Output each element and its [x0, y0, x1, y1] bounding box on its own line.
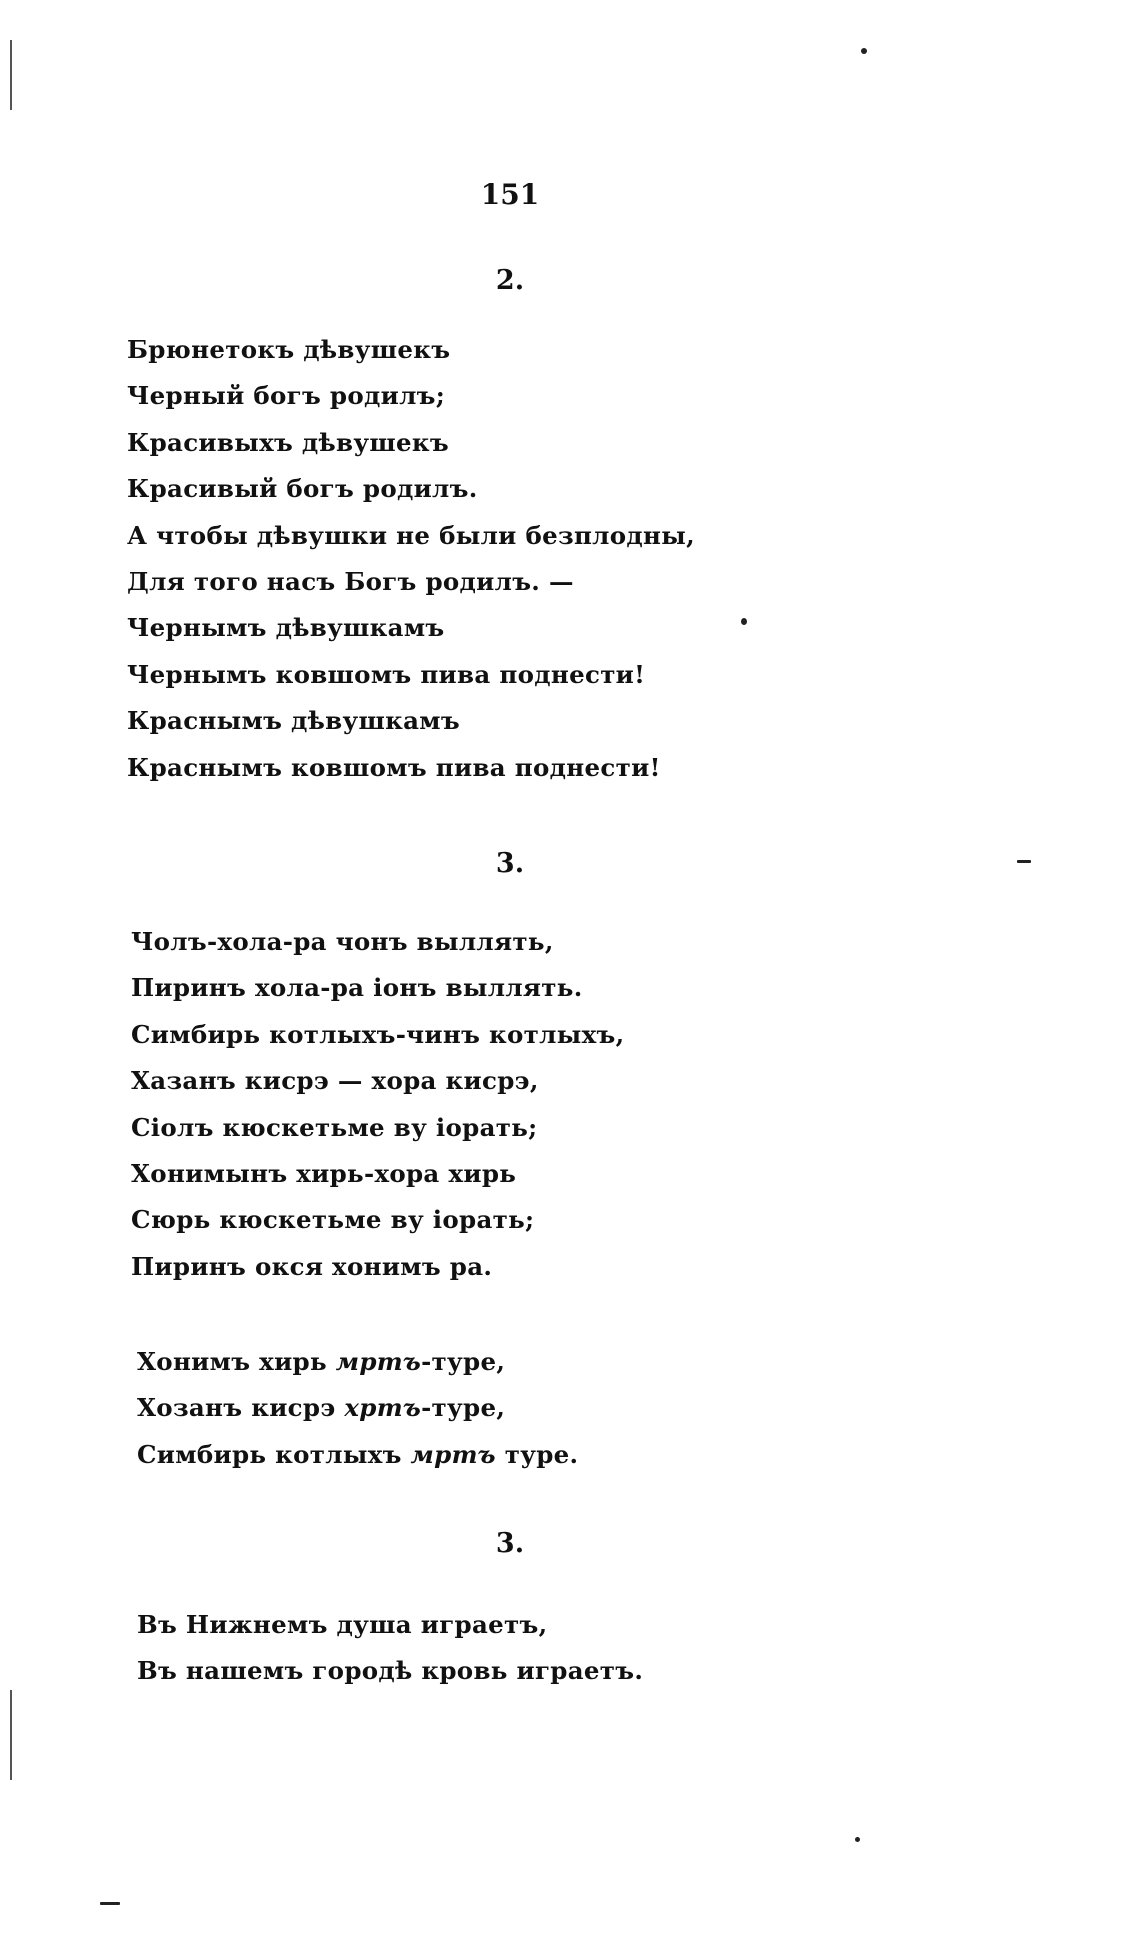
stanza	[127, 327, 695, 791]
verse-text: Пиринъ окся хонимъ ра.	[131, 1251, 493, 1281]
print-speck	[741, 618, 747, 625]
verse-line	[131, 1151, 624, 1197]
verse-italic-word: мртъ	[335, 1347, 422, 1376]
verse-text: Въ Нижнемъ душа играетъ,	[137, 1610, 548, 1639]
verse-line	[127, 466, 695, 512]
verse-line	[127, 327, 695, 373]
verse-text: Для того насъ Богъ родилъ. —	[127, 567, 574, 597]
verse-text: Хонимъ хирь	[137, 1347, 336, 1376]
verse-line	[137, 1385, 578, 1431]
verse-text: Сюрь кюскетьме ву іорать;	[131, 1205, 535, 1235]
verse-line	[127, 605, 695, 651]
print-speck	[861, 48, 867, 54]
verse-text: Чернымъ дѣвушкамъ	[127, 613, 445, 643]
verse-text: Краснымъ ковшомъ пива поднести!	[127, 752, 661, 782]
verse-line	[127, 420, 695, 466]
verse-line	[131, 1105, 624, 1151]
verse-text: Чолъ-хола-ра чонъ выллять,	[131, 927, 554, 956]
verse-text: Черный богъ родилъ;	[127, 381, 446, 411]
verse-line	[137, 1339, 578, 1385]
verse-text: Хазанъ кисрэ — хора кисрэ,	[131, 1066, 539, 1096]
verse-line	[127, 559, 695, 605]
stanza	[137, 1602, 643, 1695]
verse-line	[127, 652, 695, 698]
verse-text: Симбирь котлыхъ-чинъ котлыхъ,	[131, 1019, 625, 1049]
verse-line	[131, 965, 624, 1011]
verse-line	[127, 373, 695, 419]
verse-text: Красивый богъ родилъ.	[127, 474, 478, 504]
verse-line	[137, 1602, 643, 1648]
verse-line	[127, 513, 695, 559]
verse-line	[137, 1648, 643, 1694]
print-speck	[855, 1837, 860, 1842]
verse-line	[137, 1432, 578, 1478]
verse-line	[131, 1012, 624, 1058]
section-number: 2.	[495, 265, 525, 296]
stanza	[131, 919, 624, 1290]
verse-line	[127, 745, 695, 791]
verse-text: Хонимынъ хирь-хора хирь	[131, 1159, 517, 1189]
print-speck	[100, 1902, 120, 1905]
verse-text: Брюнетокъ дѣвушекъ	[127, 335, 451, 364]
verse-italic-word: мртъ	[410, 1439, 496, 1469]
verse-text: туре.	[495, 1439, 579, 1469]
section-number: 3.	[495, 1528, 525, 1559]
verse-line	[131, 919, 624, 965]
verse-text: Въ нашемъ городѣ кровь играетъ.	[137, 1656, 644, 1686]
verse-text: Симбирь котлыхъ	[137, 1439, 411, 1469]
verse-text: А чтобы дѣвушки не были безплодны,	[127, 520, 695, 550]
verse-line	[131, 1058, 624, 1104]
verse-text: Сіолъ кюскетьме ву іорать;	[131, 1112, 538, 1142]
verse-line	[131, 1197, 624, 1243]
verse-text: Красивыхъ дѣвушекъ	[127, 427, 449, 457]
verse-text: -туре,	[421, 1347, 506, 1376]
section-number: 3.	[495, 848, 525, 879]
verse-italic-word: хртъ	[344, 1393, 422, 1423]
page-number: 151	[480, 178, 540, 211]
margin-rule	[10, 1690, 12, 1780]
verse-line	[131, 1244, 624, 1290]
stanza	[137, 1339, 578, 1478]
verse-line	[127, 698, 695, 744]
verse-text: Краснымъ дѣвушкамъ	[127, 706, 460, 736]
verse-text: Чернымъ ковшомъ пива поднести!	[127, 659, 646, 689]
verse-text: -туре,	[421, 1393, 506, 1423]
margin-rule	[10, 40, 12, 110]
verse-text: Хозанъ кисрэ	[137, 1393, 345, 1423]
verse-text: Пиринъ хола-ра іонъ выллять.	[131, 973, 583, 1003]
